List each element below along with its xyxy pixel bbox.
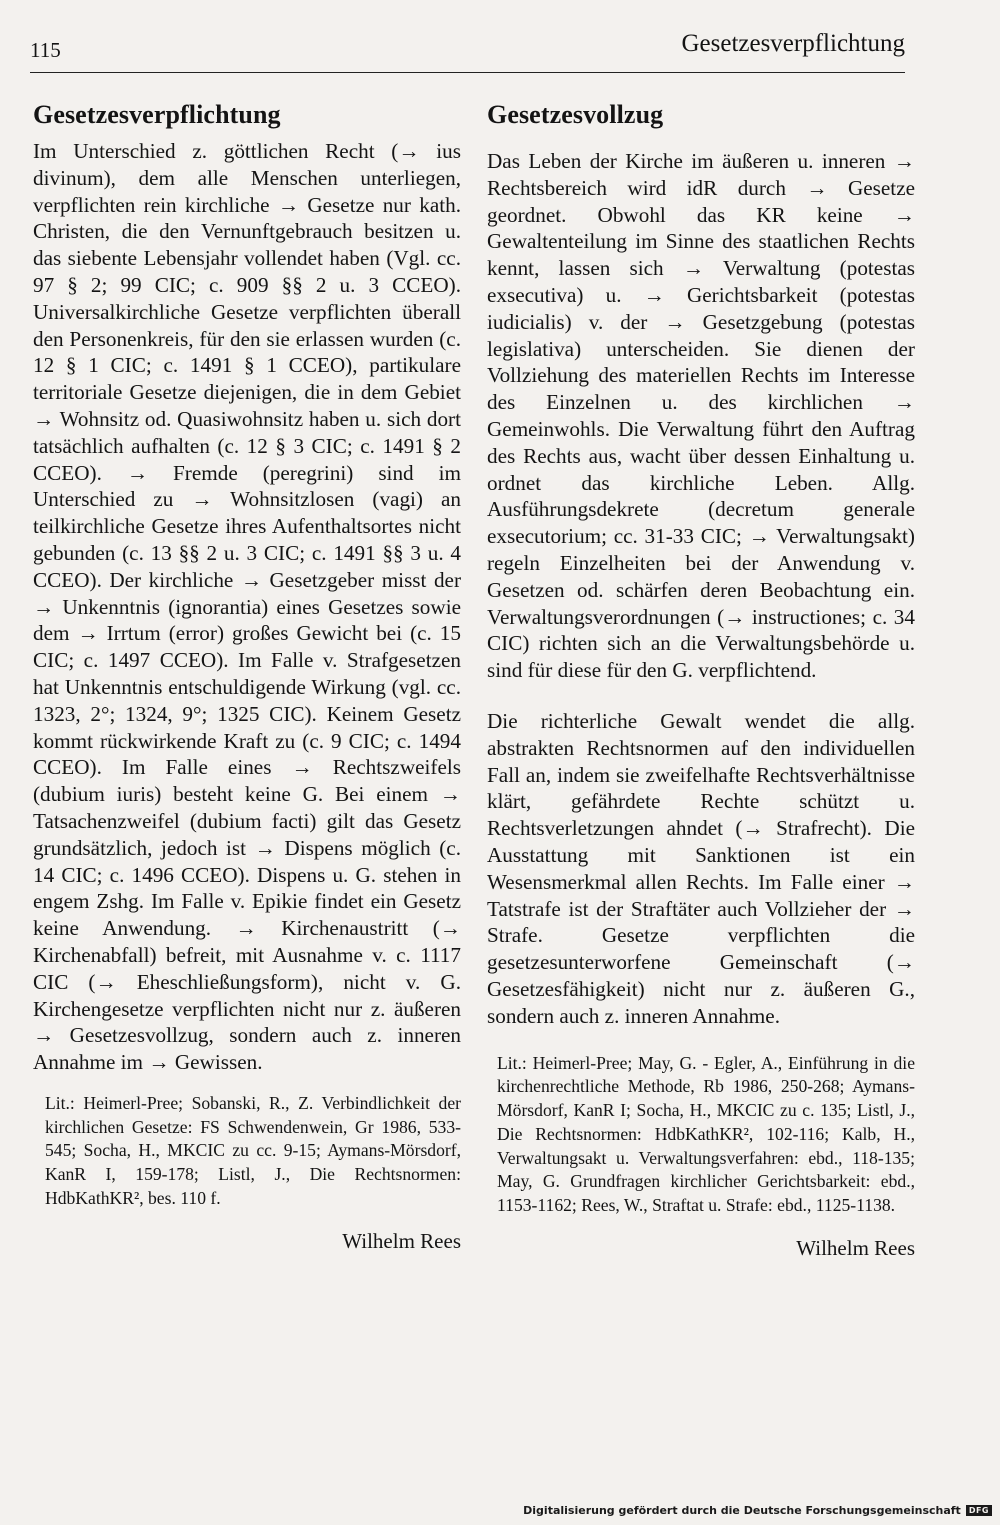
left-article (33, 100, 461, 1254)
right-article (487, 100, 915, 1261)
credit-text: Digitalisierung gefördert durch die Deutsche Forschungsgemeinschaft (523, 1504, 961, 1517)
page-number: 115 (30, 38, 61, 62)
running-title: Gesetzesverpflichtung (681, 30, 905, 57)
article-paragraph: Das Leben der Kirche im äußeren u. inneren → Rechtsbereich wird idR durch → Gesetze geordnet. Obwohl das KR keine → Gewaltenteilung im Sinne des staatlichen Rechts kennt, lassen sich → Verwaltung (potestas exsecutiva) u. → Gerichtsbarkeit (potestas iudicialis) v. der → Gesetzgebung (potestas legislativa) unterscheiden. Sie dienen der Vollziehung des materiellen Rechts im Interesse des Einzelnen u. des kirchlichen → Gemeinwohls. Die Verwaltung führt den Auftrag des Rechts aus, wacht über dessen Einhaltung u. ordnet das kirchliche Leben. Allg. Ausführungsdekrete (decretum generale exsecutorium; cc. 31-33 CIC; → Verwaltungsakt) regeln Einzelheiten bei der Anwendung v. Gesetzen od. schärfen deren Beobachtung ein. Verwaltungsverordnungen (→ instructiones; c. 34 CIC) richten sich an die Verwaltungsbehörde u. sind für diese für den G. verpflichtend. (487, 149, 915, 683)
literature-references: Lit.: Heimerl-Pree; Sobanski, R., Z. Verbindlichkeit der kirchlichen Gesetze: FS Schwendenwein, Gr 1986, 533-545; Socha, H., MKCIC zu cc. 9-15; Aymans-Mörsdorf, KanR I, 159-178; Listl, J., Die Rechtsnormen: HdbKathKR², bes. 110 f. (45, 1092, 461, 1209)
author-name: Wilhelm Rees (796, 1236, 915, 1261)
running-head (30, 30, 905, 73)
literature-references: Lit.: Heimerl-Pree; May, G. - Egler, A., Einführung in die kirchenrechtliche Methode, Rb 1986, 250-268; Aymans-Mörsdorf, KanR I; Socha, H., MKCIC zu c. 135; Listl, J., Die Rechtsnormen: HdbKathKR², 102-116; Kalb, H., Verwaltungsakt u. Verwaltungsverfahren: ebd., 118-135; May, G. Grundfragen kirchlicher Gerichtsbarkeit: ebd., 1153-1162; Rees, W., Straftat u. Strafe: ebd., 1125-1138. (497, 1052, 915, 1216)
dfg-logo: DFG (966, 1505, 992, 1516)
article-paragraph: Die richterliche Gewalt wendet die allg. abstrakten Rechtsnormen auf den individuellen Fall an, indem sie zweifelhafte Rechtsverhältnisse klärt, gefährdete Rechte schützt u. Rechtsverletzungen ahndet (→ Strafrecht). Die Ausstattung mit Sanktionen ist ein Wesensmerkmal allen Rechts. Im Falle einer → Tatstrafe ist der Straftäter auch Vollzieher der → Strafe. Gesetze verpflichten die gesetzesunterworfene Gemeinschaft (→ Gesetzesfähigkeit) nicht nur z. äußeren G., sondern auch z. inneren Annahme. (487, 708, 915, 1028)
article-title: Gesetzesverpflichtung (33, 100, 281, 129)
digitization-credit (523, 1504, 992, 1517)
article-title: Gesetzesvollzug (487, 100, 664, 129)
author-name: Wilhelm Rees (342, 1228, 461, 1253)
article-body: Im Unterschied z. göttlichen Recht (→ ius divinum), dem alle Menschen unterliegen, verpflichten rein kirchliche → Gesetze nur kath. Christen, die den Vernunftgebrauch besitzen u. das siebente Lebensjahr vollendet haben (Vgl. cc. 97 § 2; 99 CIC; c. 909 §§ 2 u. 3 CCEO). Universalkirchliche Gesetze verpflichten überall den Personenkreis, für den sie erlassen wurden (c. 12 § 1 CIC; c. 1491 § 1 CCEO), partikulare territoriale Gesetze diejenigen, die in dem Gebiet → Wohnsitz od. Quasiwohnsitz haben u. sich dort tatsächlich aufhalten (c. 12 § 3 CIC; c. 1491 § 2 CCEO). → Fremde (peregrini) sind im Unterschied zu → Wohnsitzlosen (vagi) an teilkirchliche Gesetze ihres Aufenthaltsortes nicht gebunden (c. 13 §§ 2 u. 3 CIC; c. 1491 §§ 3 u. 4 CCEO). Der kirchliche → Gesetzgeber misst der → Unkenntnis (ignorantia) eines Gesetzes sowie dem → Irrtum (error) großes Gewicht bei (c. 15 CIC; c. 1497 CCEO). Im Falle v. Strafgesetzen hat Unkenntnis entschuldigende Wirkung (vgl. cc. 1323, 2°; 1324, 9°; 1325 CIC). Keinem Gesetz kommt rückwirkende Kraft zu (c. 9 CIC; c. 1494 CCEO). Im Falle eines → Rechtszweifels (dubium iuris) besteht keine G. Bei einem → Tatsachenzweifel (dubium facti) gilt das Gesetz grundsätzlich, jedoch ist → Dispens möglich (c. 14 CIC; c. 1496 CCEO). Dispens u. G. stehen in engem Zshg. Im Falle v. Epikie findet ein Gesetz keine Anwendung. → Kirchenaustritt (→ Kirchenabfall) befreit, mit Ausnahme v. c. 1117 CIC (→ Eheschließungsform), nicht v. G. Kirchengesetze verpflichten nicht nur z. äußeren → Gesetzesvollzug, sondern auch z. inneren Annahme im → Gewissen. (33, 139, 461, 1075)
